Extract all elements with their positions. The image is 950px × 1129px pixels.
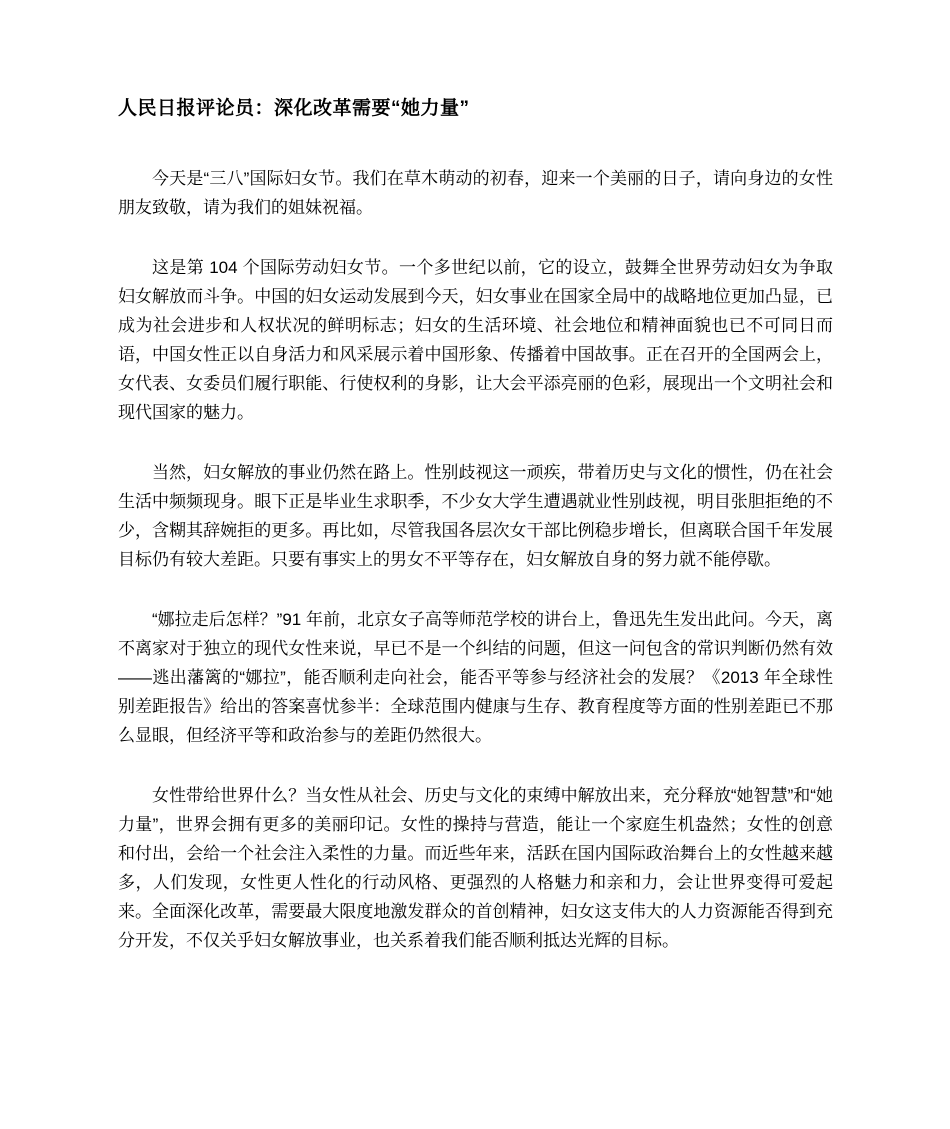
article-paragraph-3: 当然，妇女解放的事业仍然在路上。性别歧视这一顽疾，带着历史与文化的惯性，仍在社会生活中频频现身。眼下正是毕业生求职季，不少女大学生遭遇就业性别歧视，明目张胆拒绝的不少，含糊其辞婉拒的更多。再比如，尽管我国各层次女干部比例稳步增长，但离联合国千年发展目标仍有较大差距。只要有事实上的男女不平等存在，妇女解放自身的努力就不能停歇。 — [118, 463, 833, 569]
article-paragraph-5: 女性带给世界什么？当女性从社会、历史与文化的束缚中解放出来，充分释放“她智慧”和“她力量”，世界会拥有更多的美丽印记。女性的操持与营造，能让一个家庭生机盎然；女性的创意和付出，会给一个社会注入柔性的力量。而近些年来，活跃在国内国际政治舞台上的女性越来越多，人们发现，女性更人性化的行动风格、更强烈的人格魅力和亲和力，会让世界变得可爱起来。全面深化改革，需要最大限度地激发群众的首创精神，妇女这支伟大的人力资源能否得到充分开发，不仅关乎妇女解放事业，也关系着我们能否顺利抵达光辉的目标。 — [118, 786, 833, 950]
article-paragraph-2: 这是第 104 个国际劳动妇女节。一个多世纪以前，它的设立，鼓舞全世界劳动妇女为争取妇女解放而斗争。中国的妇女运动发展到今天，妇女事业在国家全局中的战略地位更加凸显，已成为社会进步和人权状况的鲜明标志；妇女的生活环境、社会地位和精神面貌也已不可同日而语，中国女性正以自身活力和风采展示着中国形象、传播着中国故事。正在召开的全国两会上，女代表、女委员们履行职能、行使权利的身影，让大会平添亮丽的色彩，展现出一个文明社会和现代国家的魅力。 — [118, 258, 833, 422]
article-paragraph-1: 今天是“三八”国际妇女节。我们在草木萌动的初春，迎来一个美丽的日子，请向身边的女性朋友致敬，请为我们的姐妹祝福。 — [118, 169, 833, 217]
article-title: 人民日报评论员：深化改革需要“她力量” — [118, 98, 470, 119]
article-paragraph-4: “娜拉走后怎样？”91 年前，北京女子高等师范学校的讲台上，鲁迅先生发出此问。今天，离不离家对于独立的现代女性来说，早已不是一个纠结的问题，但这一问包含的常识判断仍然有效——逃出藩篱的“娜拉”，能否顺利走向社会，能否平等参与经济社会的发展？《2013 年全球性别差距报告》给出的答案喜忧参半：全球范围内健康与生存、教育程度等方面的性别差距已不那么显眼，但经济平等和政治参与的差距仍然很大。 — [118, 610, 833, 745]
